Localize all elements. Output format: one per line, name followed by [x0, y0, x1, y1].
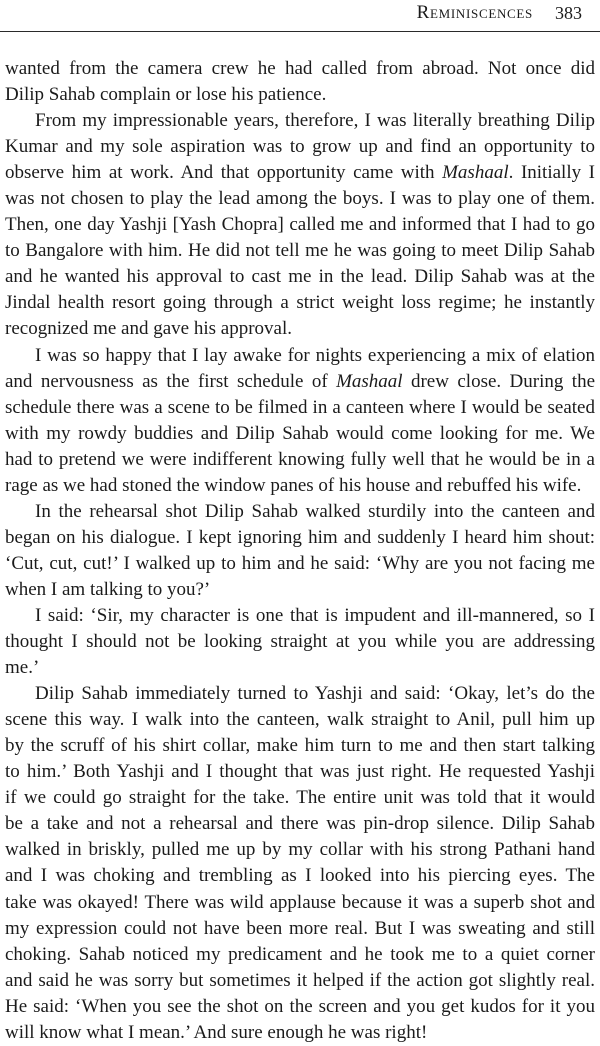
- film-title: Mashaal: [336, 370, 403, 392]
- text-line: rage as we had stoned the window panes of his house and rebuffed his wife.: [5, 474, 582, 496]
- text-line: [5, 369, 595, 395]
- film-title: Mashaal: [442, 162, 509, 184]
- text-line: thought I should not be looking straight at you while you are addressing: [5, 631, 595, 653]
- text-line: I was so happy that I lay awake for nights experiencing a mix of elation: [35, 344, 595, 366]
- text-line: recognized me and gave his approval.: [5, 318, 292, 340]
- text-line: walked in briskly, pulled me up by my collar with his strong Pathani hand: [5, 839, 595, 861]
- text-line: take was okayed! There was wild applause because it was a superb shot and: [5, 891, 595, 913]
- text-line: choking. Sahab noticed my predicament and he took me to a quiet corner: [5, 943, 595, 965]
- text-line: began on his dialogue. I kept ignoring him and suddenly I heard him shout:: [5, 526, 595, 548]
- text-line: Then, one day Yashji [Yash Chopra] called me and informed that I had to go: [5, 214, 595, 236]
- text-line: Jindal health resort going through a strict weight loss regime; he instantly: [5, 292, 595, 314]
- text-line: will know what I mean.’ And sure enough he was right!: [5, 1021, 428, 1043]
- text-run: drew close. During the: [410, 370, 595, 392]
- text-line: and I was choking and trembling as I looked into his piercing eyes. The: [5, 865, 595, 887]
- text-run: observe him at work. And that opportunity came with: [5, 162, 435, 184]
- text-line: From my impressionable years, therefore, I was literally breathing Dilip: [35, 110, 595, 132]
- text-line: In the rehearsal shot Dilip Sahab walked sturdily into the canteen and: [35, 500, 595, 522]
- text-line: had to pretend we were indifferent knowing fully well that he would be in a: [5, 448, 595, 470]
- text-line: Dilip Sahab complain or lose his patience.: [5, 84, 327, 106]
- text-line: my expression could not have been more real. But I was sweating and still: [5, 917, 595, 939]
- text-line: He said: ‘When you see the shot on the screen and you get kudos for it you: [5, 995, 595, 1017]
- header-rule: [0, 31, 600, 32]
- text-line: and said he was sorry but sometimes it helped if the action got slightly real.: [5, 969, 595, 991]
- text-line: me.’: [5, 657, 40, 679]
- text-line: with my rowdy buddies and Dilip Sahab would come looking for me. We: [5, 422, 595, 444]
- text-line: to Bangalore with him. He did not tell me he was going to meet Dilip Sahab: [5, 240, 595, 262]
- text-line: was not chosen to play the lead among the boys. I was to play one of them.: [5, 188, 595, 210]
- text-run: and nervousness as the first schedule of: [5, 370, 328, 392]
- text-line: and he wanted his approval to cast me in the lead. Dilip Sahab was at the: [5, 266, 595, 288]
- text-line: wanted from the camera crew he had called from abroad. Not once did: [5, 58, 595, 79]
- page-header: [222, 0, 582, 26]
- text-run: . Initially I: [508, 162, 595, 184]
- body-text: [5, 56, 595, 1046]
- page-number: 383: [555, 2, 582, 23]
- text-line: be a take and not a rehearsal and there was pin-drop silence. Dilip Sahab: [5, 813, 595, 835]
- text-line: I said: ‘Sir, my character is one that is impudent and ill-mannered, so I: [35, 604, 595, 626]
- text-line: ‘Cut, cut, cut!’ I walked up to him and he said: ‘Why are you not facing me: [5, 552, 595, 574]
- text-line: [5, 160, 595, 186]
- running-head: Reminiscences: [416, 2, 533, 23]
- text-line: scene this way. I walk into the canteen, walk straight to Anil, pull him up: [5, 709, 595, 731]
- text-line: schedule there was a scene to be filmed in a canteen where I would be seated: [5, 396, 595, 418]
- text-line: by the scruff of his shirt collar, make him turn to me and then start talking: [5, 735, 595, 757]
- text-line: to him.’ Both Yashji and I thought that was just right. He requested Yashji: [5, 761, 595, 783]
- text-line: Kumar and my sole aspiration was to grow up and find an opportunity to: [5, 136, 595, 158]
- text-line: if we could go straight for the take. The entire unit was told that it would: [5, 787, 595, 809]
- text-line: Dilip Sahab immediately turned to Yashji and said: ‘Okay, let’s do the: [35, 683, 595, 705]
- text-line: when I am talking to you?’: [5, 578, 211, 600]
